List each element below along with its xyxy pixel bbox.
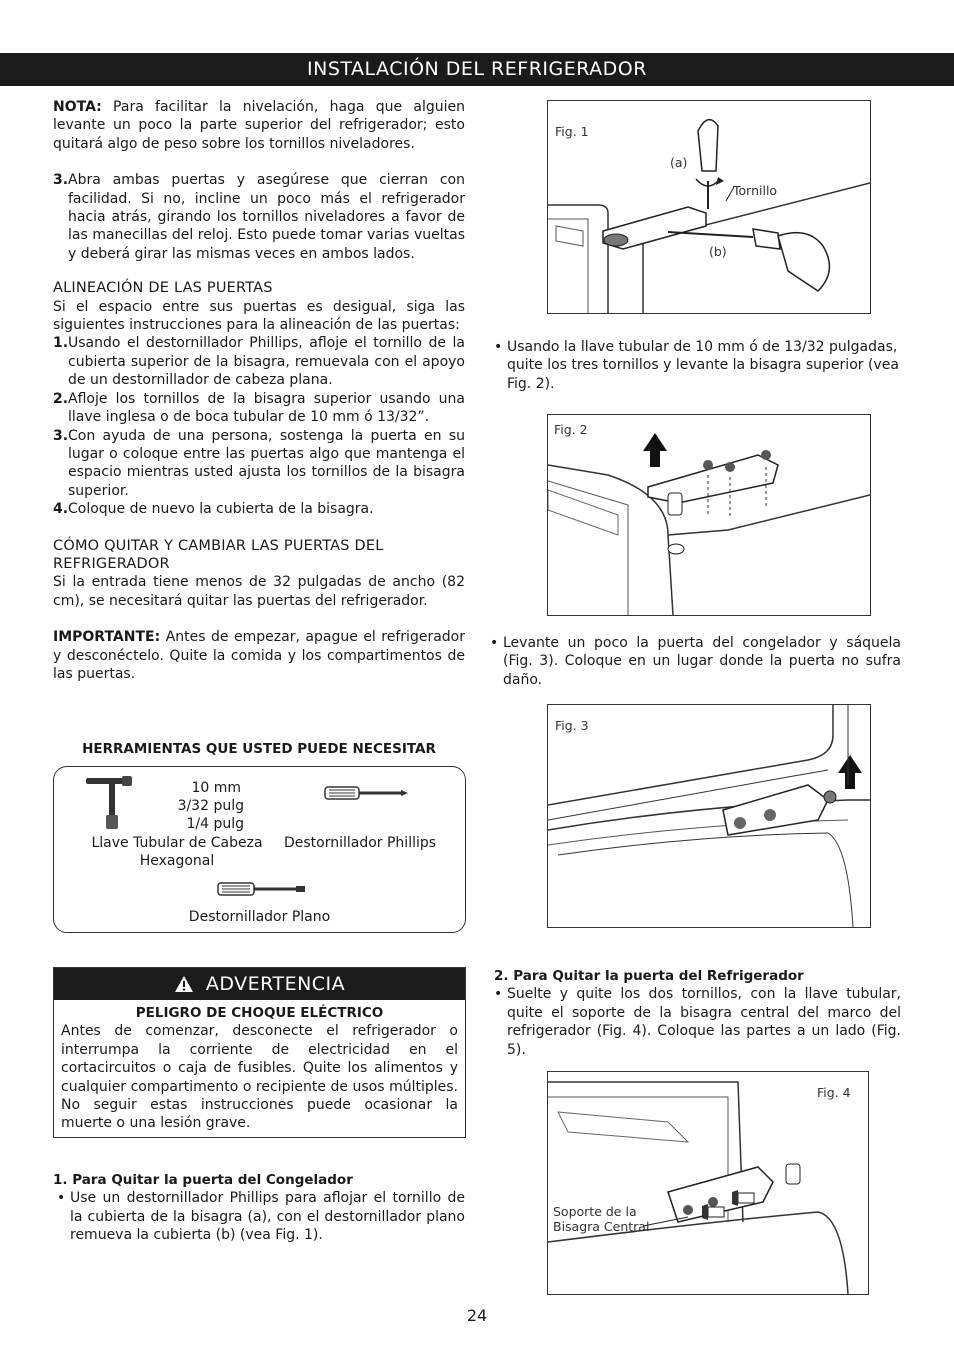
remove-text: Si la entrada tiene menos de 32 pulgadas de ancho (82 cm), se necesitará quitar las puertas del refrigerador. bbox=[53, 574, 465, 609]
figure-4 bbox=[547, 1071, 869, 1295]
freezer-section bbox=[53, 1171, 465, 1245]
bullet-1-text: Usando la llave tubular de 10 mm ó de 13/32 pulgadas, quite los tres tornillos y levante la bisagra superior (vea Fig. 2). bbox=[507, 339, 899, 392]
page-header bbox=[0, 53, 954, 86]
fig3-drawing bbox=[548, 705, 870, 927]
align-step-1-text: Usando el destornillador Phillips, afloje el tornillo de la cubierta superior de la bisagra, remuevala con el apoyo de un destornillador de cabeza plana. bbox=[68, 335, 465, 389]
warning-header bbox=[54, 968, 465, 1000]
align-intro: Si el espacio entre sus puertas es desigual, siga las siguientes instrucciones para la alineación de las puertas: bbox=[53, 298, 465, 334]
flat-label: Destornillador Plano bbox=[188, 909, 331, 925]
freezer-bullet-text: Use un destornillador Phillips para aflojar el tornillo de la cubierta de la bisagra (a), con el destornillador plano remueva la cubierta (b) (vea Fig. 1). bbox=[70, 1190, 465, 1244]
page-title: INSTALACIÓN DEL REFRIGERADOR bbox=[307, 58, 647, 80]
bullet-dot: • bbox=[494, 339, 503, 355]
warning-text: Antes de comenzar, desconecte el refrigerador o interrumpa la corriente de electricidad en el cortacircuitos o caja de fusibles. Quite los alimentos y cualquier compartimento o recipiente de usos múltiples. No seguir estas instrucciones puede ocasionar la muerte o una lesión grave. bbox=[61, 1023, 458, 1132]
remove-heading: CÓMO QUITAR Y CAMBIAR LAS PUERTAS DEL REFRIGERADOR bbox=[53, 537, 384, 572]
fig2-label: Fig. 2 bbox=[554, 422, 588, 437]
fridge-section bbox=[490, 967, 901, 1059]
left-column bbox=[53, 98, 465, 683]
align-step-4-text: Coloque de nuevo la cubierta de la bisagra. bbox=[68, 501, 374, 518]
align-step-1-number: 1. bbox=[53, 335, 69, 352]
important-text: Antes de empezar, apague el refrigerador y desconéctelo. Quite la comida y los compartimentos de las puertas. bbox=[53, 629, 465, 682]
align-step-2-text: Afloje los tornillos de la bisagra superior usando una llave inglesa o de boca tubular de 10 mm ó 13/32”. bbox=[68, 390, 465, 426]
warning-title: ADVERTENCIA bbox=[205, 973, 346, 995]
note-label: NOTA: bbox=[53, 99, 102, 115]
bullet-2-item bbox=[490, 634, 901, 689]
note-text: Para facilitar la nivelación, haga que alguien levante un poco la parte superior del refrigerador; esto quitará algo de peso sobre los tornillos niveladores. bbox=[53, 99, 465, 152]
bullet-2-text: Levante un poco la puerta del congelador y sáquela (Fig. 3). Coloque en un lugar donde la puerta no sufra daño. bbox=[503, 635, 901, 688]
warning-box bbox=[53, 967, 466, 1138]
fig3-up-arrow bbox=[838, 755, 862, 789]
tools-box bbox=[53, 766, 466, 933]
align-step-1 bbox=[53, 334, 465, 389]
wrench-label bbox=[72, 834, 282, 871]
align-step-2 bbox=[53, 390, 465, 427]
align-step-2-number: 2. bbox=[53, 390, 69, 407]
note-paragraph bbox=[53, 98, 465, 153]
phillips-screwdriver-icon bbox=[324, 784, 409, 802]
fig3-label: Fig. 3 bbox=[555, 718, 589, 733]
bullet-2 bbox=[490, 634, 901, 689]
step-3 bbox=[53, 171, 465, 263]
figure-1 bbox=[547, 100, 871, 314]
wrench-label-line-2: Hexagonal bbox=[139, 853, 215, 870]
tools-heading: HERRAMIENTAS QUE USTED PUEDE NECESITAR bbox=[82, 741, 436, 757]
align-step-3-number: 3. bbox=[53, 427, 69, 444]
bullet-1-item bbox=[490, 338, 901, 393]
bullet-dot: • bbox=[494, 986, 503, 1003]
fig4-drawing bbox=[548, 1072, 868, 1294]
wrench-size-3: 1/4 pulg bbox=[186, 816, 244, 832]
fig1-label: Fig. 1 bbox=[555, 124, 589, 139]
figure-2 bbox=[547, 414, 871, 616]
wrench-label-line-1: Llave Tubular de Cabeza bbox=[91, 835, 263, 851]
warning-body bbox=[54, 1000, 465, 1133]
important-label: IMPORTANTE: bbox=[53, 629, 161, 646]
flat-screwdriver-icon bbox=[217, 879, 307, 899]
figure-3 bbox=[547, 704, 871, 928]
page-number: 24 bbox=[466, 1306, 488, 1325]
warning-subtitle: PELIGRO DE CHOQUE ELÉCTRICO bbox=[135, 1005, 384, 1021]
align-heading: ALINEACIÓN DE LAS PUERTAS bbox=[53, 280, 273, 297]
fig2-up-arrow bbox=[643, 433, 667, 467]
bullet-dot: • bbox=[490, 635, 499, 651]
align-step-3-text: Con ayuda de una persona, sostenga la puerta en su lugar o coloque entre las puertas algo que mantenga el espacio mientras usted ajusta los tornillos de la bisagra superior. bbox=[68, 427, 465, 499]
socket-wrench-icon bbox=[84, 775, 140, 831]
important-paragraph bbox=[53, 628, 465, 683]
fig1-label-screw: Tornillo bbox=[733, 183, 778, 198]
bullet-1 bbox=[490, 338, 901, 393]
fridge-bullet-text: Suelte y quite los dos tornillos, con la llave tubular, quite el soporte de la bisagra central del marco del refrigerador (Fig. 4). Coloque las partes a un lado (Fig. 5). bbox=[507, 986, 901, 1058]
fig4-label: Fig. 4 bbox=[817, 1085, 851, 1100]
fig1-label-a: (a) bbox=[670, 155, 688, 170]
warning-triangle-icon bbox=[174, 975, 194, 993]
fig2-drawing bbox=[548, 415, 870, 615]
step-3-number: 3. bbox=[53, 172, 69, 189]
fridge-heading: 2. Para Quitar la puerta del Refrigerador bbox=[494, 968, 804, 984]
align-step-4-number: 4. bbox=[53, 501, 69, 518]
freezer-bullet bbox=[53, 1189, 465, 1244]
fig4-part-label-line-2: Bisagra Central bbox=[553, 1219, 650, 1234]
wrench-size-2: 3/32 pulg bbox=[177, 798, 244, 814]
wrench-size-1: 10 mm bbox=[191, 780, 241, 796]
freezer-heading: 1. Para Quitar la puerta del Congelador bbox=[53, 1172, 353, 1188]
step-3-text: Abra ambas puertas y asegúrese que cierran con facilidad. Si no, incline un poco más el refrigerador hacia atrás, girando los tornillos niveladores a favor de las manecillas del reloj. Esto puede tomar varias vueltas y deberá girar las mismas veces en ambos lados. bbox=[68, 172, 465, 262]
align-step-3 bbox=[53, 427, 465, 501]
align-step-4 bbox=[53, 500, 465, 518]
fig1-label-b: (b) bbox=[709, 244, 727, 259]
bullet-dot: • bbox=[57, 1190, 66, 1207]
fridge-bullet bbox=[490, 985, 901, 1059]
phillips-label: Destornillador Phillips bbox=[283, 835, 437, 851]
fig1-drawing bbox=[548, 101, 870, 313]
fig4-part-label-line-1: Soporte de la bbox=[553, 1204, 637, 1219]
fig4-part-label bbox=[553, 1204, 649, 1234]
